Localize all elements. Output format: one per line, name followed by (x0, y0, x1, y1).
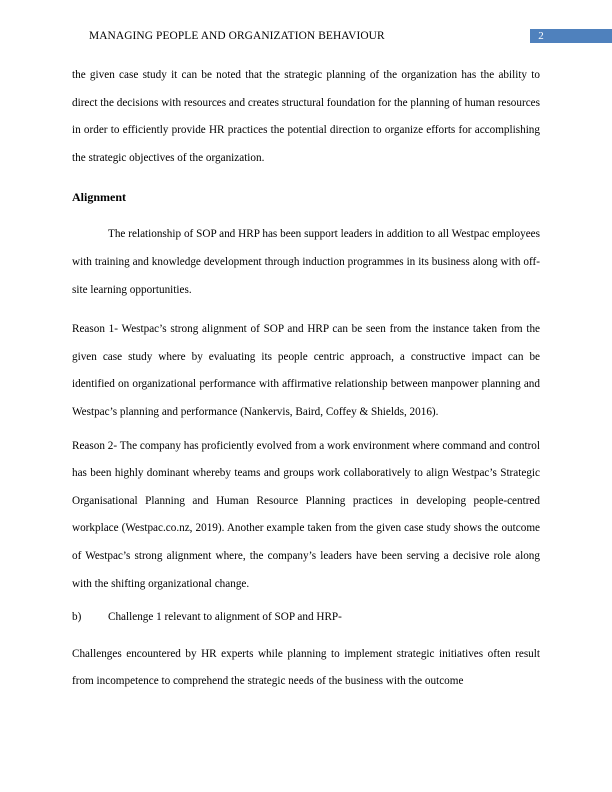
page-number-badge (530, 29, 612, 43)
page-header (0, 28, 612, 44)
list-item-text: Challenge 1 relevant to alignment of SOP and HRP- (108, 611, 342, 624)
alignment-heading: Alignment (72, 190, 126, 205)
list-item-b (72, 604, 540, 632)
page-number: 2 (538, 30, 544, 42)
reason-1-paragraph: Reason 1- Westpac’s strong alignment of SOP and HRP can be seen from the instance taken from the given case study where by evaluating its people centric approach, a constructive impact can be identified on organizational performance with affirmative relationship between manpower planning and Westpac’s planning and performance (Nankervis, Baird, Coffey & Shields, 2016). (72, 323, 540, 418)
alignment-paragraph: The relationship of SOP and HRP has been support leaders in addition to all Westpac employees with training and knowledge development through induction programmes in its business along with off-site learning opportunities. (72, 228, 540, 296)
reason-2-paragraph: Reason 2- The company has proficiently evolved from a work environment where command and control has been highly dominant whereby teams and groups work collaboratively to align Westpac’s Strategic Organisational Planning and Human Resource Planning practices in developing people-centred workplace (Westpac.co.nz, 2019). Another example taken from the given case study shows the outcome of Westpac’s strong alignment where, the company’s leaders have been serving a decisive role along with the shifting organizational change. (72, 439, 540, 590)
document-body (72, 62, 540, 696)
intro-paragraph: the given case study it can be noted that the strategic planning of the organization has the ability to direct the decisions with resources and creates structural foundation for the planning of human resources in order to efficiently provide HR practices the potential direction to organize efforts for accomplishing the strategic objectives of the organization. (72, 69, 540, 164)
challenges-paragraph: Challenges encountered by HR experts while planning to implement strategic initiatives often result from incompetence to comprehend the strategic needs of the business with the outcome (72, 647, 540, 688)
list-marker: b) (72, 611, 82, 624)
running-header-title: MANAGING PEOPLE AND ORGANIZATION BEHAVIOUR (89, 30, 385, 42)
